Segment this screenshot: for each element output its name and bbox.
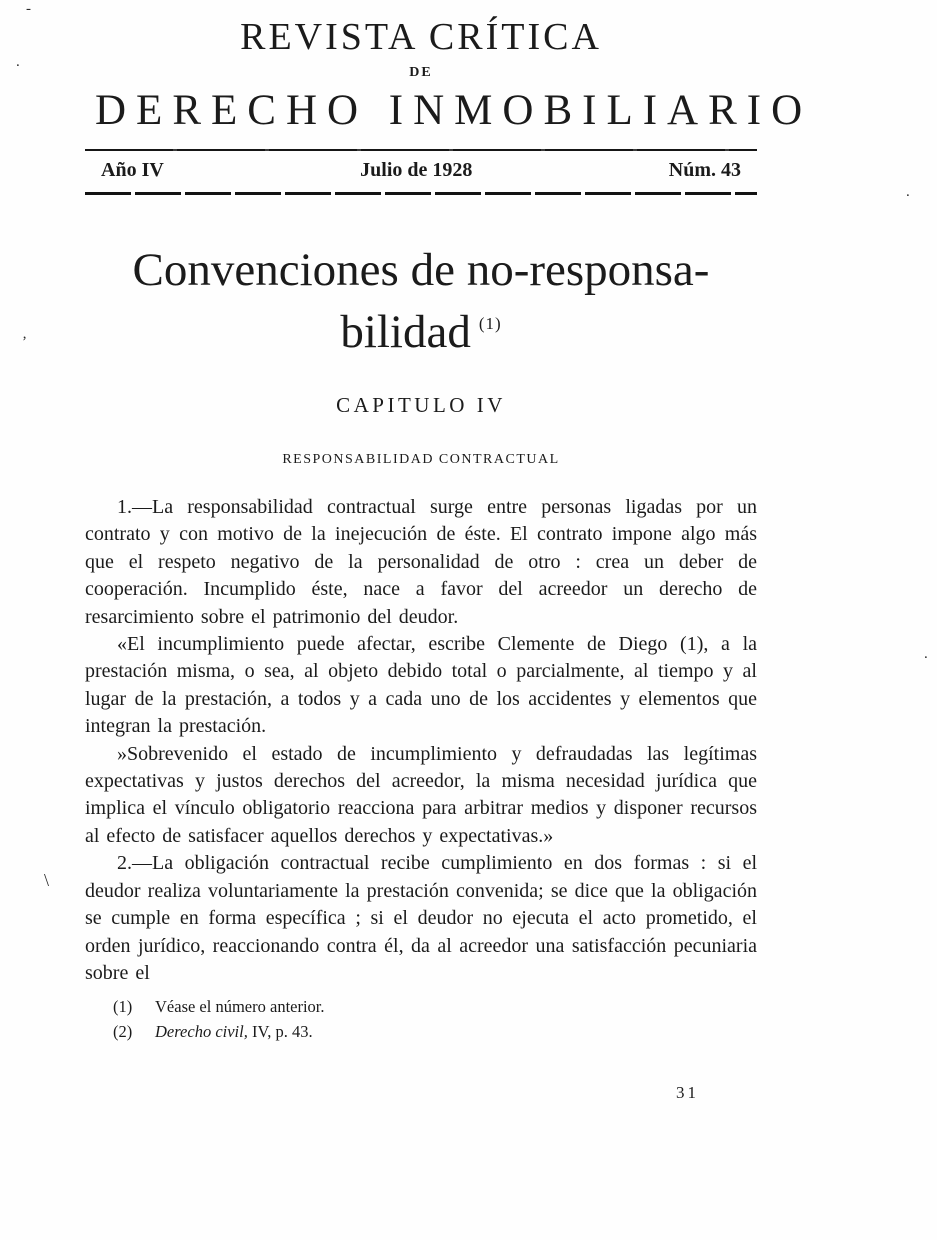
footnote-text-italic: Derecho civil, — [155, 1022, 248, 1042]
footnote — [113, 994, 757, 1019]
issue-year: Año IV — [101, 159, 164, 181]
footnote-marker: (2) — [113, 1022, 133, 1042]
paragraph: 1.—La responsabilidad contractual surge entre personas ligadas por un contrato y con motivo de la inejecución de éste. El contrato impone algo más que el respeto negativo de la personalidad de otro : crea un deber de cooperación. Incumplido éste, nace a favor del acreedor un derecho de resarcimiento sobre el patrimonio del deudor. — [85, 496, 757, 628]
title-footnote-reference: (1) — [478, 314, 502, 333]
page-content — [85, 0, 813, 1044]
article-title — [85, 243, 757, 359]
journal-title-line2: DERECHO INMOBILIARIO — [95, 87, 813, 134]
scan-artifact: \ — [44, 870, 50, 890]
chapter-heading: CAPITULO IV — [336, 393, 506, 417]
scan-artifact: . — [924, 646, 928, 662]
footnote — [113, 1019, 757, 1044]
scan-artifact: . — [906, 184, 910, 200]
paragraph: «El incumplimiento puede afectar, escribe Clemente de Diego (1), a la prestación misma, o sea, al objeto debido total o parcialmente, al tiempo y al lugar de la prestación, a todos y a cada uno de los accidentes y elementos que integran la prestación. — [85, 633, 757, 738]
article-title-line2: bilidad — [340, 306, 471, 358]
footnote-marker: (1) — [113, 997, 133, 1017]
issue-date: Julio de 1928 — [360, 159, 473, 181]
issue-number: Núm. 43 — [668, 159, 741, 181]
paragraph: »Sobrevenido el estado de incumplimiento y defraudadas las legítimas expectativas y justos derechos del acreedor, la misma necesidad jurídica que implica el vínculo obligatorio reacciona para arbitrar medios y disponer recursos al efecto de satisfacer aquellos derechos y expectativas.» — [85, 742, 757, 847]
journal-title-line1: REVISTA CRÍTICA — [240, 16, 602, 58]
footnote-text: IV, p. 43. — [247, 1022, 313, 1042]
header-rule-thick — [85, 192, 757, 195]
scan-artifact: - — [26, 1, 31, 17]
journal-masthead — [85, 16, 813, 195]
section-heading: RESPONSABILIDAD CONTRACTUAL — [282, 452, 560, 467]
page-number: 31 — [676, 1083, 699, 1102]
footnotes-block — [113, 994, 757, 1044]
footnote-text: Véase el número anterior. — [155, 997, 325, 1017]
scan-artifact: ‚ — [22, 326, 27, 342]
paragraph: 2.—La obligación contractual recibe cumplimiento en dos formas : si el deudor realiza voluntariamente la prestación convenida; se dice que la obligación se cumple en forma específica ; si el deudor no ejecuta el acto prometido, el orden jurídico, reaccionando contra él, da al acreedor una satisfacción pecuniaria sobre el — [85, 852, 757, 984]
issue-info-row — [85, 151, 757, 192]
article-body — [85, 494, 757, 987]
journal-title-connector: DE — [409, 65, 433, 80]
scan-artifact: . — [16, 54, 20, 70]
article-title-line1: Convenciones de no-responsa- — [132, 244, 710, 296]
